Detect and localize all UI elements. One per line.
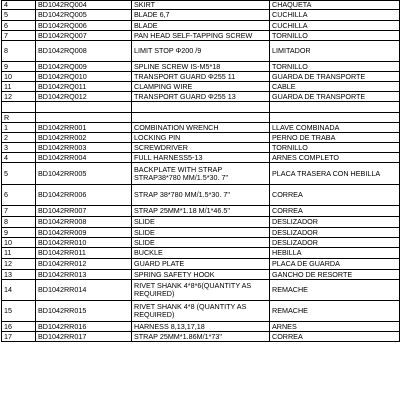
table-row xyxy=(2,31,400,41)
english-description-cell: STRAP 38*780 MM/1.5*30. 7" xyxy=(132,185,270,206)
part-code-cell: BD1042RQ009 xyxy=(36,62,132,72)
part-code-cell: BD1042RR007 xyxy=(36,206,132,217)
table-row xyxy=(2,21,400,31)
table-row xyxy=(2,322,400,332)
table-row xyxy=(2,185,400,206)
table-row xyxy=(2,217,400,228)
part-code-cell: BD1042RR012 xyxy=(36,259,132,270)
table-row xyxy=(2,228,400,238)
part-code-cell: BD1042RQ008 xyxy=(36,41,132,62)
item-number-cell: 16 xyxy=(2,322,36,332)
part-code-cell: BD1042RQ010 xyxy=(36,72,132,82)
part-code-cell: BD1042RR017 xyxy=(36,332,132,342)
table-row xyxy=(2,259,400,270)
spanish-description-cell: CORREA xyxy=(270,206,400,217)
english-description-cell: BACKPLATE WITH STRAP STRAP38*780 MM/1.5*30. 7" xyxy=(132,163,270,185)
table-row xyxy=(2,143,400,153)
english-description-cell: TRANSPORT GUARD Φ255 11 xyxy=(132,72,270,82)
spanish-description-cell: LIMITADOR xyxy=(270,41,400,62)
spanish-description-cell: DESLIZADOR xyxy=(270,217,400,228)
spanish-description-cell: PLACA DE GUARDA xyxy=(270,259,400,270)
english-description-cell: RIVET SHANK 4*8*6(QUANTITY AS REQUIRED) xyxy=(132,280,270,301)
item-number-cell: 1 xyxy=(2,123,36,133)
english-description-cell: SKIRT xyxy=(132,1,270,10)
english-description-cell: COMBINATION WRENCH xyxy=(132,123,270,133)
spanish-description-cell: PLACA TRASERA CON HEBILLA xyxy=(270,163,400,185)
item-number-cell: 7 xyxy=(2,206,36,217)
table-row xyxy=(2,62,400,72)
english-description-cell xyxy=(132,113,270,123)
english-description-cell: SLIDE xyxy=(132,228,270,238)
english-description-cell xyxy=(132,102,270,113)
table-row xyxy=(2,270,400,280)
part-code-cell: BD1042RR008 xyxy=(36,217,132,228)
spanish-description-cell: CORREA xyxy=(270,185,400,206)
english-description-cell: SPRING SAFETY HOOK xyxy=(132,270,270,280)
item-number-cell: 8 xyxy=(2,41,36,62)
part-code-cell: BD1042RQ012 xyxy=(36,92,132,102)
table-row xyxy=(2,280,400,301)
item-number-cell: 6 xyxy=(2,21,36,31)
table-row xyxy=(2,123,400,133)
table-row xyxy=(2,238,400,248)
spanish-description-cell: REMACHE xyxy=(270,280,400,301)
spanish-description-cell: GUARDA DE TRANSPORTE xyxy=(270,92,400,102)
spanish-description-cell: CUCHILLA xyxy=(270,21,400,31)
english-description-cell: STRAP 25MM*1.86M/1*73" xyxy=(132,332,270,342)
item-number-cell: 6 xyxy=(2,185,36,206)
english-description-cell: HARNESS 8,13,17,18 xyxy=(132,322,270,332)
english-description-cell: TRANSPORT GUARD Φ255 13 xyxy=(132,92,270,102)
part-code-cell xyxy=(36,102,132,113)
item-number-cell: 4 xyxy=(2,153,36,163)
english-description-cell: STRAP 25MM*1.18 M/1*46.5" xyxy=(132,206,270,217)
item-number-cell: 17 xyxy=(2,332,36,342)
item-number-cell: 9 xyxy=(2,228,36,238)
item-number-cell: 15 xyxy=(2,301,36,322)
part-code-cell: BD1042RR009 xyxy=(36,228,132,238)
table-row xyxy=(2,301,400,322)
part-code-cell: BD1042RR010 xyxy=(36,238,132,248)
spanish-description-cell: CORREA xyxy=(270,332,400,342)
spanish-description-cell xyxy=(270,113,400,123)
item-number-cell: 5 xyxy=(2,10,36,21)
item-number-cell: 10 xyxy=(2,238,36,248)
part-code-cell: BD1042RR003 xyxy=(36,143,132,153)
spanish-description-cell: HEBILLA xyxy=(270,248,400,259)
english-description-cell: SPLINE SCREW IS-M5*18 xyxy=(132,62,270,72)
item-number-cell: 12 xyxy=(2,259,36,270)
part-code-cell: BD1042RQ006 xyxy=(36,21,132,31)
part-code-cell: BD1042RR001 xyxy=(36,123,132,133)
item-number-cell: 2 xyxy=(2,133,36,143)
table-row xyxy=(2,102,400,113)
item-number-cell: 7 xyxy=(2,31,36,41)
item-number-cell xyxy=(2,102,36,113)
spanish-description-cell: CABLE xyxy=(270,82,400,92)
spanish-description-cell: REMACHE xyxy=(270,301,400,322)
item-number-cell: R xyxy=(2,113,36,123)
english-description-cell: LIMIT STOP Φ200 /9 xyxy=(132,41,270,62)
part-code-cell: BD1042RR015 xyxy=(36,301,132,322)
item-number-cell: 5 xyxy=(2,163,36,185)
english-description-cell: GUARD PLATE xyxy=(132,259,270,270)
english-description-cell: SLIDE xyxy=(132,217,270,228)
part-code-cell: BD1042RQ011 xyxy=(36,82,132,92)
item-number-cell: 12 xyxy=(2,92,36,102)
part-code-cell: BD1042RQ007 xyxy=(36,31,132,41)
item-number-cell: 8 xyxy=(2,217,36,228)
english-description-cell: CLAMPING WIRE xyxy=(132,82,270,92)
english-description-cell: PAN HEAD SELF-TAPPING SCREW xyxy=(132,31,270,41)
part-code-cell xyxy=(36,113,132,123)
spanish-description-cell: GANCHO DE RESORTE xyxy=(270,270,400,280)
table-row xyxy=(2,163,400,185)
spanish-description-cell: TORNILLO xyxy=(270,143,400,153)
part-code-cell: BD1042RR016 xyxy=(36,322,132,332)
spanish-description-cell: DESLIZADOR xyxy=(270,228,400,238)
table-row xyxy=(2,133,400,143)
part-code-cell: BD1042RR011 xyxy=(36,248,132,259)
table-row xyxy=(2,10,400,21)
part-code-cell: BD1042RR005 xyxy=(36,163,132,185)
item-number-cell: 3 xyxy=(2,143,36,153)
item-number-cell: 11 xyxy=(2,248,36,259)
spanish-description-cell xyxy=(270,102,400,113)
english-description-cell: RIVET SHANK 4*8 (QUANTITY AS REQUIRED) xyxy=(132,301,270,322)
part-code-cell: BD1042RQ005 xyxy=(36,10,132,21)
english-description-cell: FULL HARNESS5-13 xyxy=(132,153,270,163)
table-row xyxy=(2,41,400,62)
parts-table xyxy=(1,0,400,342)
spanish-description-cell: CUCHILLA xyxy=(270,10,400,21)
part-code-cell: BD1042RQ004 xyxy=(36,1,132,10)
table-row xyxy=(2,206,400,217)
english-description-cell: BLADE 6,7 xyxy=(132,10,270,21)
english-description-cell: LOCKING PIN xyxy=(132,133,270,143)
item-number-cell: 14 xyxy=(2,280,36,301)
item-number-cell: 13 xyxy=(2,270,36,280)
table-row xyxy=(2,113,400,123)
english-description-cell: SLIDE xyxy=(132,238,270,248)
english-description-cell: SCREWDRIVER xyxy=(132,143,270,153)
spanish-description-cell: PERNO DE TRABA xyxy=(270,133,400,143)
table-row xyxy=(2,153,400,163)
table-row xyxy=(2,1,400,10)
parts-table-body xyxy=(2,1,400,342)
table-row xyxy=(2,92,400,102)
spanish-description-cell: TORNILLO xyxy=(270,62,400,72)
part-code-cell: BD1042RR013 xyxy=(36,270,132,280)
spanish-description-cell: ARNES xyxy=(270,322,400,332)
table-row xyxy=(2,82,400,92)
spanish-description-cell: GUARDA DE TRANSPORTE xyxy=(270,72,400,82)
spanish-description-cell: DESLIZADOR xyxy=(270,238,400,248)
table-row xyxy=(2,72,400,82)
part-code-cell: BD1042RR002 xyxy=(36,133,132,143)
table-row xyxy=(2,332,400,342)
english-description-cell: BLADE xyxy=(132,21,270,31)
item-number-cell: 4 xyxy=(2,1,36,10)
part-code-cell: BD1042RR004 xyxy=(36,153,132,163)
part-code-cell: BD1042RR006 xyxy=(36,185,132,206)
item-number-cell: 10 xyxy=(2,72,36,82)
item-number-cell: 9 xyxy=(2,62,36,72)
english-description-cell: BUCKLE xyxy=(132,248,270,259)
item-number-cell: 11 xyxy=(2,82,36,92)
spanish-description-cell: CHAQUETA xyxy=(270,1,400,10)
part-code-cell: BD1042RR014 xyxy=(36,280,132,301)
spanish-description-cell: TORNILLO xyxy=(270,31,400,41)
table-row xyxy=(2,248,400,259)
spanish-description-cell: ARNES COMPLETO xyxy=(270,153,400,163)
spanish-description-cell: LLAVE COMBINADA xyxy=(270,123,400,133)
